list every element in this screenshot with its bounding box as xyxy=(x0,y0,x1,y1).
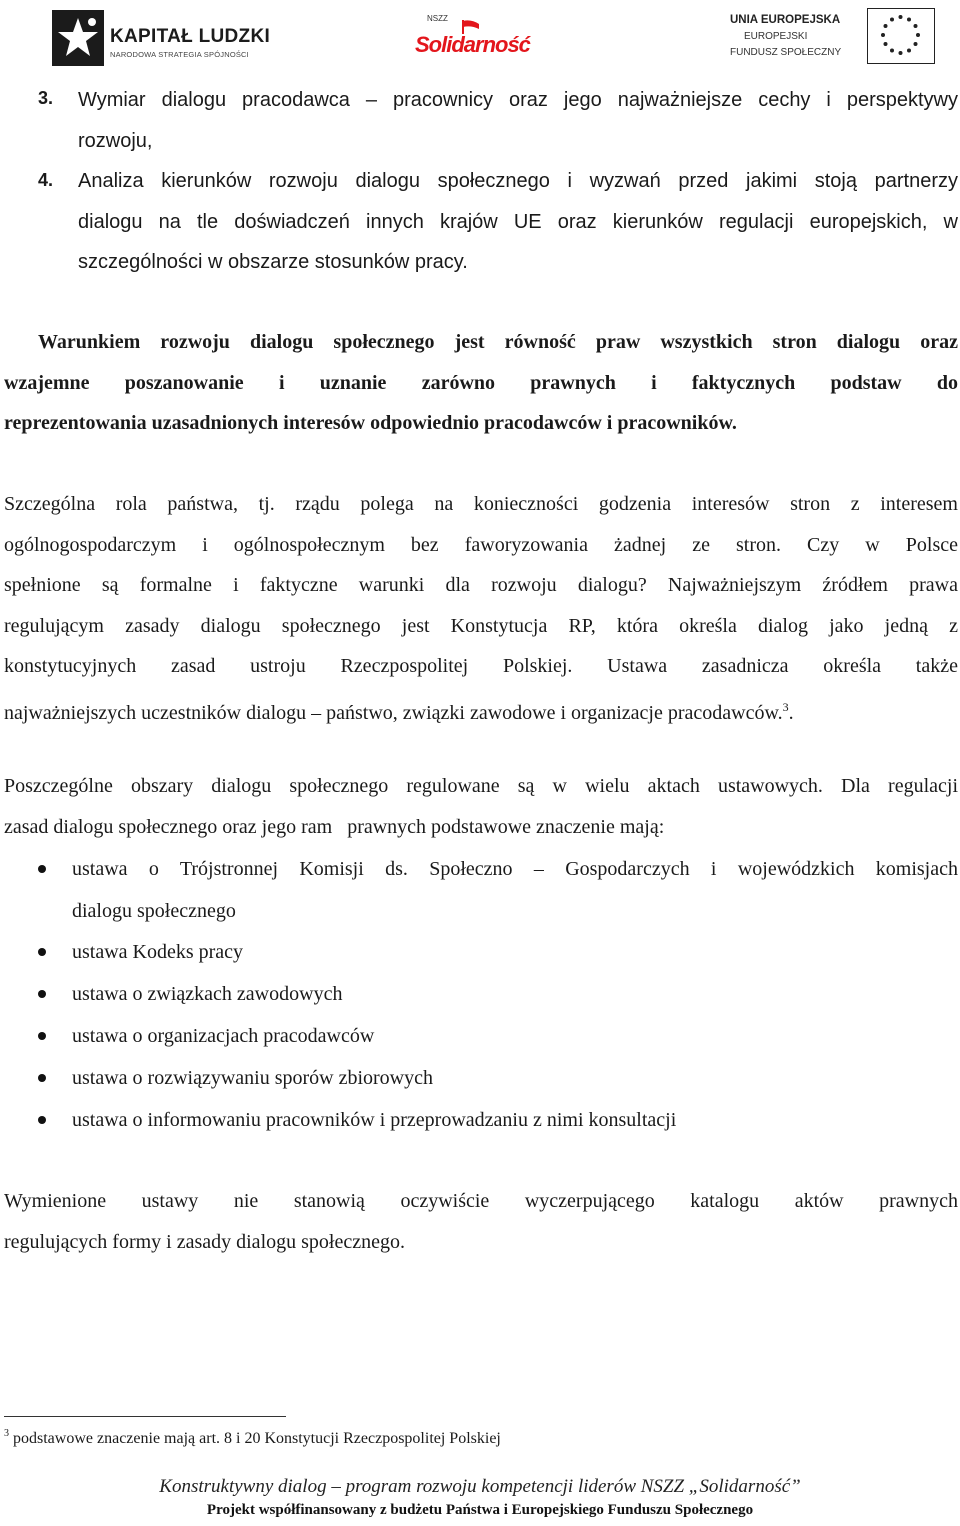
page-header xyxy=(0,0,960,75)
role-paragraph xyxy=(4,484,958,727)
footer-program-title: Konstruktywny dialog – program rozwoju kompetencji liderów NSZZ „Solidarność” xyxy=(159,1476,801,1497)
bullet-text-kodeks: ustawa Kodeks pracy xyxy=(72,941,244,963)
bullet-text-organizacje: ustawa o organizacjach pracodawców xyxy=(72,1025,375,1047)
nszz-label: NSZZ xyxy=(427,14,448,23)
bullet-dot xyxy=(38,948,46,956)
kapital-ludzki-logo xyxy=(52,10,271,66)
list-item-4 xyxy=(78,161,958,283)
list-item-4-line-2: dialogu na tle doświadczeń innych krajów UE oraz kierunków regulacji europejskich, w xyxy=(78,210,958,233)
footer-cofinancing-note: Projekt współfinansowany z budżetu Państwa i Europejskiego Funduszu Społecznego xyxy=(206,1502,754,1518)
list-item-4-line-3: szczególności w obszarze stosunków pracy. xyxy=(78,251,468,273)
eu-line-1: UNIA EUROPEJSKA xyxy=(730,14,841,26)
role-paragraph-line-6 xyxy=(4,687,958,728)
bullet-text-zwiazki: ustawa o związkach zawodowych xyxy=(72,983,343,1005)
list-item-3-line-1: Wymiar dialogu pracodawca – pracownicy oraz jego najważniejsze cechy i perspektywy xyxy=(78,89,958,111)
bold-paragraph-line-1: Warunkiem rozwoju dialogu społecznego jest równość praw wszystkich stron dialogu oraz xyxy=(38,331,958,353)
areas-paragraph-line-1: Poszczególne obszary dialogu społecznego regulowane są w wielu aktach ustawowych. Dla regulacji xyxy=(4,775,958,797)
bullet-text-spory: ustawa o rozwiązywaniu sporów zbiorowych xyxy=(72,1067,434,1089)
solidarnosc-wordmark: Solidarność xyxy=(415,32,530,57)
bullet-text-komisja xyxy=(72,848,958,932)
list-number-4: 4. xyxy=(38,170,54,190)
footnote-divider xyxy=(4,1416,286,1417)
bullet-dot xyxy=(38,1116,46,1124)
bold-paragraph xyxy=(4,322,958,444)
kapital-ludzki-subtitle: NARODOWA STRATEGIA SPÓJNOŚCI xyxy=(110,50,249,59)
role-paragraph-last-text: najważniejszych uczestników dialogu – państwo, związki zawodowe i organizacje pracodawców. xyxy=(4,701,783,724)
role-paragraph-line-5: konstytucyjnych zasad ustroju Rzeczpospolitej Polskiej. Ustawa zasadnicza określa także xyxy=(4,655,958,677)
list-item-4-line-1: Analiza kierunków rozwoju dialogu społecznego i wyzwań przed jakimi stoją partnerzy xyxy=(78,170,958,192)
role-paragraph-line-4: regulującym zasady dialogu społecznego jest Konstytucja RP, która określa dialog jako jedną z xyxy=(4,614,958,637)
closing-paragraph-line-1: Wymienione ustawy nie stanowią oczywiście wyczerpującego katalogu aktów prawnych xyxy=(4,1190,958,1212)
role-paragraph-line-2: ogólnogospodarczym i ogólnospołecznym bez faworyzowania żadnej ze stron. Czy w Polsce xyxy=(4,533,958,556)
eu-flag-icon xyxy=(867,8,935,64)
bullet-dot xyxy=(38,990,46,998)
bullet-text-informowanie: ustawa o informowaniu pracowników i przeprowadzaniu z nimi konsultacji xyxy=(72,1109,677,1131)
list-item-3-line-2: rozwoju, xyxy=(78,129,153,152)
kapital-ludzki-title: KAPITAŁ LUDZKI xyxy=(110,26,271,47)
eu-line-2: EUROPEJSKI xyxy=(744,31,808,42)
bullet-text-komisja-line-2: dialogu społecznego xyxy=(72,900,236,922)
role-paragraph-line-1: Szczególna rola państwa, tj. rządu polega na konieczności godzenia interesów stron z interesem xyxy=(4,493,958,515)
areas-paragraph-line-2: zasad dialogu społecznego oraz jego ram prawnych podstawowe znaczenie mają: xyxy=(4,815,665,838)
list-number-3: 3. xyxy=(38,88,54,108)
list-item-3 xyxy=(78,80,958,161)
footnote-number: 3 xyxy=(4,1428,9,1439)
eu-logo xyxy=(730,8,940,66)
bullet-dot xyxy=(38,1032,46,1040)
footnote-text: podstawowe znaczenie mają art. 8 i 20 Konstytucji Rzeczpospolitej Polskiej xyxy=(13,1430,501,1447)
role-paragraph-line-3: spełnione są formalne i faktyczne warunki dla rozwoju dialogu? Najważniejszym źródłem prawa xyxy=(4,574,958,596)
bold-paragraph-line-3: reprezentowania uzasadnionych interesów odpowiednio pracodawców i pracowników. xyxy=(4,412,737,434)
bullet-dot xyxy=(38,865,46,873)
areas-paragraph xyxy=(4,766,958,847)
kapital-ludzki-star-icon xyxy=(52,10,104,66)
footnote-reference[interactable]: 3 xyxy=(782,699,789,714)
role-paragraph-end: . xyxy=(788,701,794,724)
solidarnosc-logo xyxy=(415,14,530,66)
bullet-dot xyxy=(38,1074,46,1082)
closing-paragraph xyxy=(4,1181,958,1262)
closing-paragraph-line-2: regulujących formy i zasady dialogu społecznego. xyxy=(4,1230,405,1253)
bold-paragraph-line-2: wzajemne poszanowanie i uznanie zarówno prawnych i faktycznych podstaw do xyxy=(4,371,958,394)
bullet-text-komisja-line-1: ustawa o Trójstronnej Komisji ds. Społeczno – Gospodarczych i wojewódzkich komisjach xyxy=(72,858,958,880)
footnote xyxy=(4,1428,501,1448)
eu-line-3: FUNDUSZ SPOŁECZNY xyxy=(730,47,842,58)
